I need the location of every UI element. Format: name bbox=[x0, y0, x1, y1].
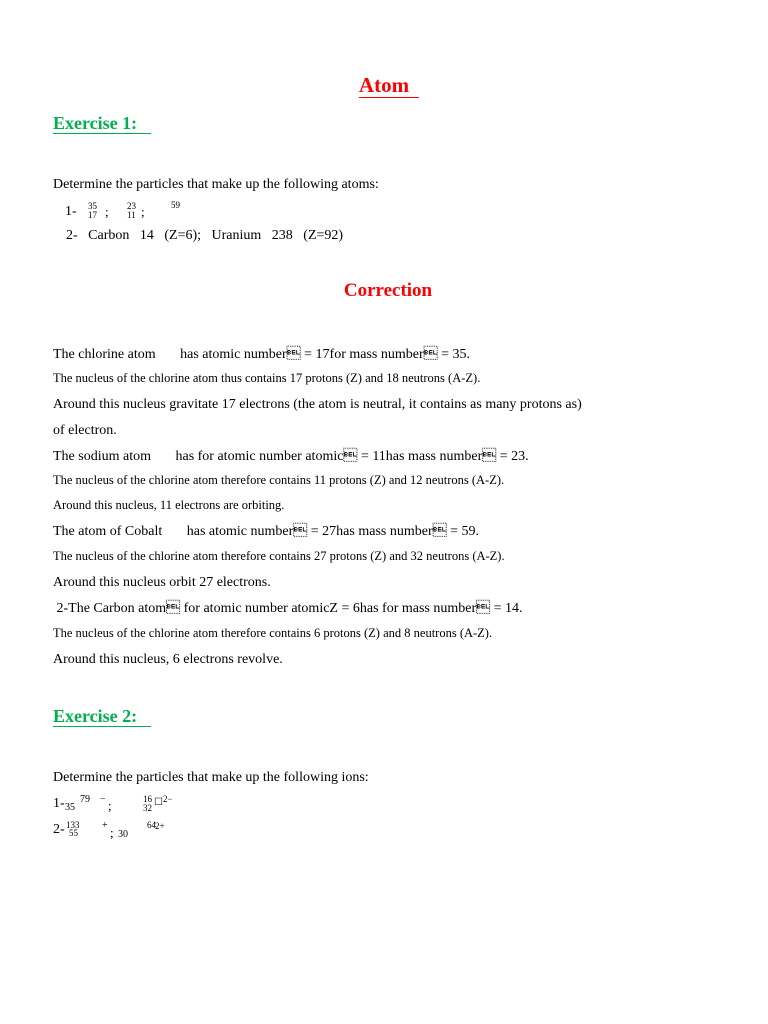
ion1-atomic-number: 35 bbox=[65, 802, 75, 813]
correction-line: Around this nucleus, 11 electrons are orbiting. bbox=[53, 498, 285, 512]
ion4-atomic-number: 30 bbox=[118, 829, 128, 840]
ion-separator: ; bbox=[110, 825, 114, 840]
correction-line: Around this nucleus gravitate 17 electrons (the atom is neutral, it contains as many protons as) bbox=[53, 397, 582, 412]
ion4-mass: 64 bbox=[147, 820, 156, 830]
ion2-atomic-number: 32 bbox=[143, 803, 152, 813]
isotope1-atomic-number: 17 bbox=[88, 210, 97, 220]
exercise1-heading-text: Exercise 1: bbox=[53, 113, 151, 134]
ion2-mass: 16 bbox=[143, 794, 152, 804]
item1-separator: ; bbox=[105, 204, 109, 219]
page-title bbox=[0, 73, 768, 98]
exercise2-prompt: Determine the particles that make up the following ions: bbox=[53, 770, 369, 785]
correction-line: of electron. bbox=[53, 423, 117, 438]
exercise2-line1 bbox=[53, 794, 273, 816]
correction-line: Around this nucleus, 6 electrons revolve. bbox=[53, 652, 283, 667]
isotope2-atomic-number: 11 bbox=[127, 210, 136, 220]
exercise2-line2 bbox=[53, 820, 273, 842]
correction-line: Around this nucleus orbit 27 electrons. bbox=[53, 575, 271, 590]
ion1-mass: 79 bbox=[80, 794, 90, 805]
exercise2-heading bbox=[53, 705, 151, 727]
item1-separator: ; bbox=[141, 204, 145, 219]
ion1-charge: − bbox=[100, 794, 106, 805]
ion3-charge: + bbox=[102, 820, 108, 831]
ion2-symbol-placeholder: ☐ bbox=[154, 797, 163, 808]
ion-line2-prefix: 2- bbox=[53, 822, 65, 837]
ion3-mass: 133 bbox=[66, 820, 80, 830]
exercise1-heading bbox=[53, 112, 151, 134]
ion-separator: ; bbox=[108, 798, 112, 813]
ion-line1-prefix: 1- bbox=[53, 796, 65, 811]
correction-line: The sodium atom has for atomic number atomic = 11has mass number = 23. bbox=[53, 449, 529, 464]
exercise1-item1 bbox=[65, 202, 265, 224]
isotope3-mass: 59 bbox=[171, 200, 180, 210]
ion3-atomic-number: 55 bbox=[69, 828, 78, 838]
correction-line: The chlorine atom has atomic number = 17for mass number = 35. bbox=[53, 347, 471, 362]
correction-line: The nucleus of the chlorine atom therefore contains 6 protons (Z) and 8 neutrons (A-Z). bbox=[53, 626, 493, 640]
correction-line: The nucleus of the chlorine atom therefore contains 11 protons (Z) and 12 neutrons (A-Z). bbox=[53, 473, 505, 487]
exercise1-prompt: Determine the particles that make up the following atoms: bbox=[53, 177, 379, 192]
correction-line: 2-The Carbon atom for atomic number atomicZ = 6has for mass number = 14. bbox=[53, 601, 523, 616]
correction-heading: Correction bbox=[343, 280, 433, 301]
isotope2-mass: 23 bbox=[127, 201, 136, 211]
title-text: Atom bbox=[359, 73, 419, 98]
exercise2-heading-text: Exercise 2: bbox=[53, 706, 151, 727]
correction-line: The nucleus of the chlorine atom therefore contains 27 protons (Z) and 32 neutrons (A-Z). bbox=[53, 549, 505, 563]
ion4-charge: 2+ bbox=[155, 821, 165, 831]
ion2-charge: 2− bbox=[163, 794, 173, 804]
item1-number: 1- bbox=[65, 204, 77, 219]
isotope1-mass: 35 bbox=[88, 201, 97, 211]
exercise1-item2: 2- Carbon 14 (Z=6); Uranium 238 (Z=92) bbox=[66, 228, 344, 243]
correction-line: The atom of Cobalt has atomic number = 27has mass number = 59. bbox=[53, 524, 479, 539]
correction-line: The nucleus of the chlorine atom thus contains 17 protons (Z) and 18 neutrons (A-Z). bbox=[53, 371, 481, 385]
